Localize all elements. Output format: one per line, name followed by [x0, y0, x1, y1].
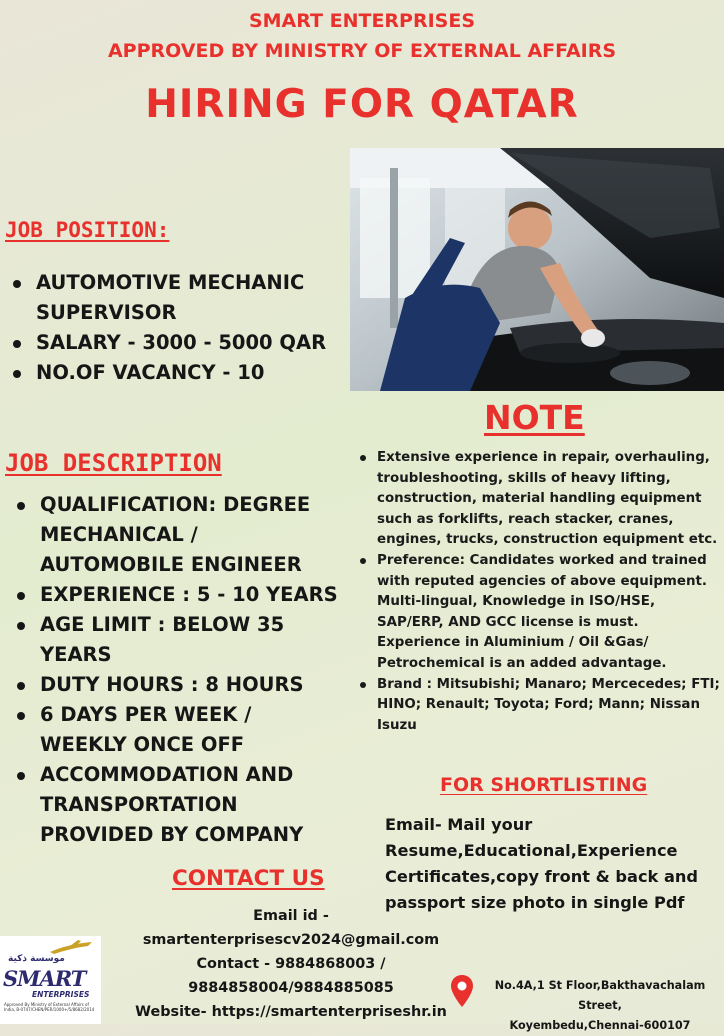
list-item: QUALIFICATION: DEGREE MECHANICAL / AUTOMOBILE ENGINEER — [10, 490, 340, 580]
list-item: 6 DAYS PER WEEK / WEEKLY ONCE OFF — [10, 700, 340, 760]
list-item: Brand : Mitsubishi; Manaro; Mercecedes; FTI; HINO; Renault; Toyota; Ford; Mann; Nissan Isuzu — [357, 675, 721, 737]
note-list — [357, 448, 721, 736]
shortlisting-heading: FOR SHORTLISTING — [440, 774, 648, 796]
list-item: EXPERIENCE : 5 - 10 YEARS — [10, 580, 340, 610]
list-item: NO.OF VACANCY - 10 — [6, 358, 346, 388]
hiring-title: HIRING FOR QATAR — [145, 82, 579, 127]
phone-line: Contact - 9884868003 / — [196, 956, 386, 972]
list-item: DUTY HOURS : 8 HOURS — [10, 670, 340, 700]
email-label: Email id - — [253, 908, 329, 924]
company-name: SMART ENTERPRISES — [248, 10, 476, 32]
job-description-heading: JOB DESCRIPTION — [5, 449, 222, 477]
company-logo — [0, 936, 101, 1024]
shortlisting-instructions: Email- Mail your Resume,Educational,Experience Certificates,copy front & back and passport size photo in single Pdf — [385, 815, 698, 912]
list-item: AUTOMOTIVE MECHANIC SUPERVISOR — [6, 268, 346, 328]
list-item: SALARY - 3000 - 5000 QAR — [6, 328, 346, 358]
list-item: ACCOMMODATION AND TRANSPORTATION PROVIDED BY COMPANY — [10, 760, 340, 850]
list-item: Preference: Candidates worked and trained with reputed agencies of above equipment. Multi-lingual, Knowledge in ISO/HSE, SAP/ERP, AND GCC license is must. Experience in Aluminium / Oil &Gas/ Petrochemical is an added advantage. — [357, 551, 721, 675]
company-approval: APPROVED BY MINISTRY OF EXTERNAL AFFAIRS — [107, 40, 617, 62]
company-header — [0, 6, 724, 66]
logo-name: SMART — [3, 966, 86, 991]
contact-details — [110, 904, 472, 1024]
address-line: Koyembedu,Chennai-600107 — [509, 1019, 691, 1032]
mechanic-photo — [350, 148, 724, 391]
contact-heading: CONTACT US — [172, 866, 325, 891]
list-item: AGE LIMIT : BELOW 35 YEARS — [10, 610, 340, 670]
logo-approval: Approved By Ministry of External Affairs of India, B-0747/CHEN/PER/1000+/5/8682/2014 — [4, 1002, 95, 1012]
job-position-list — [6, 268, 346, 388]
list-item: Extensive experience in repair, overhauling, troubleshooting, skills of heavy lifting, construction, material handling equipment such as forklifts, reach stacker, cranes, engines, trucks, construction equipment etc. — [357, 448, 721, 551]
location-pin-icon — [450, 974, 474, 1008]
job-description-list — [10, 490, 340, 850]
phone-line: 9884858004/9884885085 — [188, 980, 394, 996]
address-line: No.4A,1 St Floor,Bakthavachalam Street, — [494, 979, 706, 1012]
logo-arabic-text: موسسة ذكية — [8, 954, 65, 964]
office-address — [476, 976, 724, 1036]
website-link[interactable]: Website- https://smartenterpriseshr.in — [135, 1004, 447, 1020]
logo-subtitle: ENTERPRISES — [32, 990, 90, 999]
note-heading: NOTE — [484, 398, 585, 437]
email-address[interactable]: smartenterprisescv2024@gmail.com — [142, 932, 440, 948]
job-position-heading: JOB POSITION: — [5, 218, 170, 242]
